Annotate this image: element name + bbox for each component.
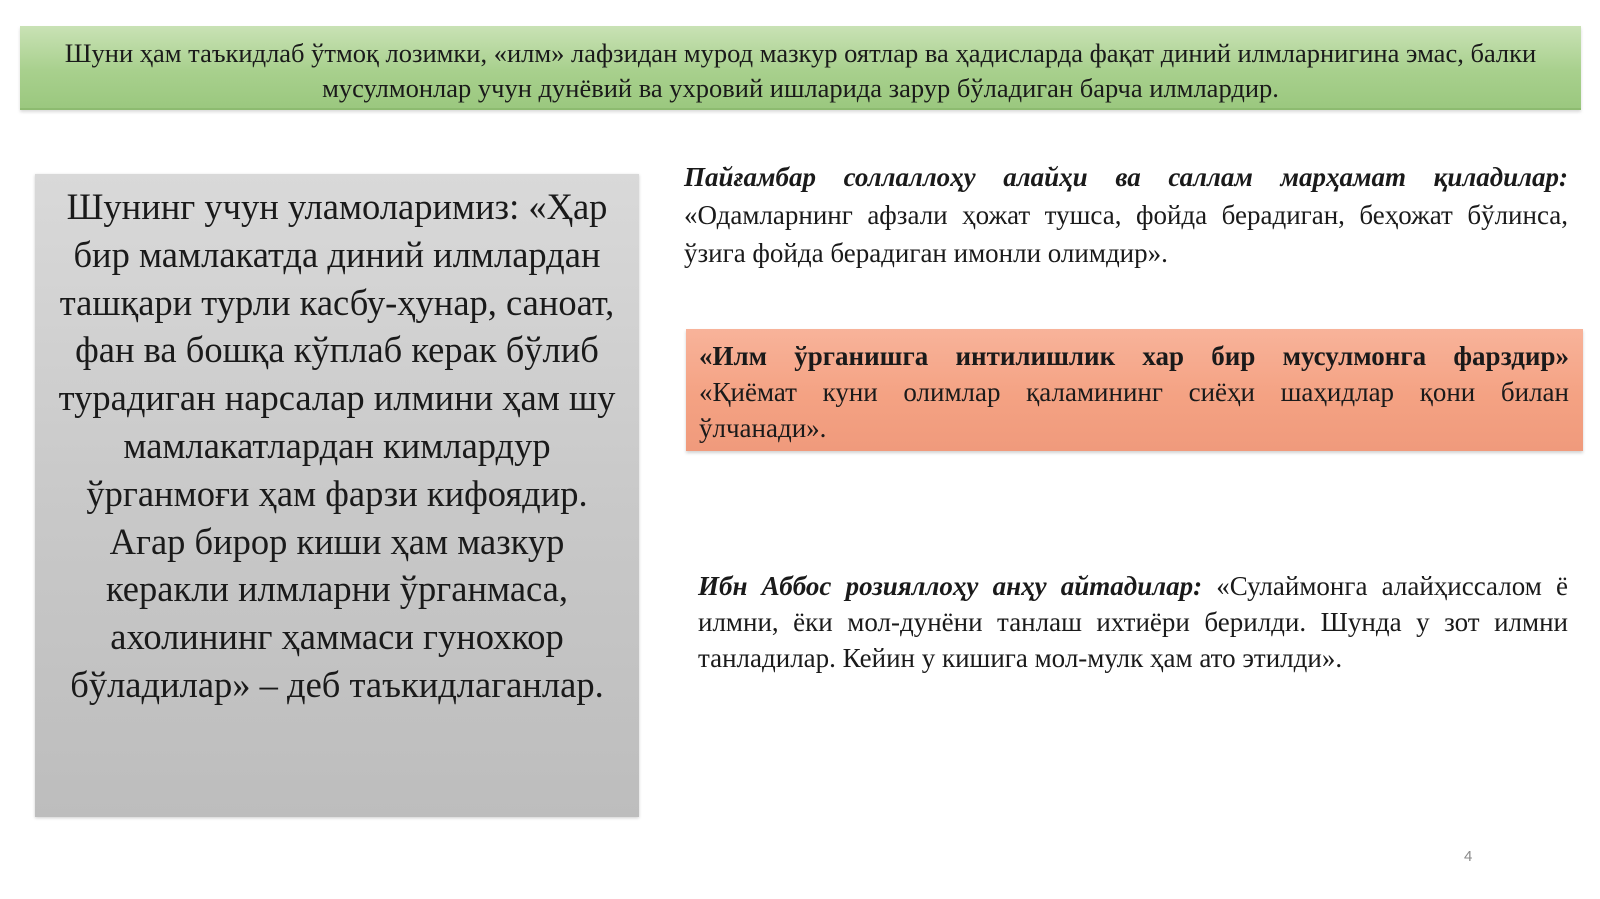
prophet-hadith-text: «Одамларнинг афзали ҳожат тушса, фойда берадиган, беҳожат бўлинса, ўзига фойда берадиган имонли олимдир».	[684, 200, 1568, 268]
slide-page-number: 4	[1464, 848, 1473, 865]
scholars-quote-text: Шунинг учун уламоларимиз: «Ҳар бир мамлакатда диний илмлардан ташқари турли касбу-ҳунар, саноат, фан ва бошқа кўплаб керак бўлиб турадиган нарсалар илмини ҳам шу мамлакатлардан кимлардур ўрганмоғи ҳам фарзи кифоядир. Агар бирор киши ҳам мазкур керакли илмларни ўрганмаса, ахолининг ҳаммаси гунохкор бўладилар» – деб таъкидлаганлар.	[58, 186, 616, 705]
prophet-hadith	[684, 158, 1568, 272]
scholars-quote-box	[35, 174, 639, 817]
ibn-abbas-lead: Ибн Аббос розияллоҳу анҳу айтадилар:	[698, 571, 1217, 601]
ibn-abbas-text: «Сулаймонга алайҳиссалом ё илмни, ёки мол-дунёни танлаш ихтиёри берилди. Шунда у зот илмни танладилар. Кейин у кишига мол-мулк ҳам ато этилди».	[698, 571, 1568, 673]
ibn-abbas-quote	[698, 568, 1568, 676]
knowledge-hadith-text: «Қиёмат куни олимлар қаламининг сиёҳи шаҳидлар қони билан ўлчанади».	[699, 377, 1569, 443]
intro-banner	[20, 26, 1581, 110]
knowledge-hadith-box	[686, 329, 1583, 451]
intro-banner-text: Шуни ҳам таъкидлаб ўтмоқ лозимки, «илм» лафзидан мурод мазкур оятлар ва ҳадисларда фақат диний илмларнигина эмас, балки мусулмонлар учун дунёвий ва ухровий ишларида зарур бўладиган барча илмлардир.	[64, 38, 1537, 103]
prophet-hadith-lead: Пайғамбар соллаллоҳу алайҳи ва саллам марҳамат қиладилар:	[684, 162, 1568, 192]
knowledge-hadith-bold: «Илм ўрганишга интилишлик хар бир мусулмонга фарздир»	[699, 341, 1569, 371]
